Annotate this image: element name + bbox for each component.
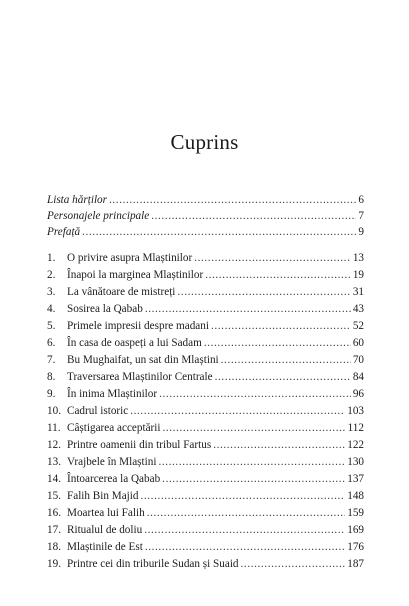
toc-chapter-item[interactable] [47, 250, 364, 266]
toc-entry-label: Printre cei din triburile Sudan și Suaid [67, 558, 239, 570]
toc-page-number: 112 [347, 422, 364, 434]
toc-page-number: 31 [352, 286, 364, 298]
toc-chapter-item[interactable] [47, 301, 364, 317]
leader-dots [109, 192, 356, 208]
toc-page-number: 84 [352, 371, 364, 383]
chapter-number: 10. [47, 405, 61, 417]
toc-entry-label: Lista hărților [47, 194, 107, 206]
chapter-number: 7. [47, 354, 56, 366]
chapter-number: 12. [47, 439, 61, 451]
chapter-number: 3. [47, 286, 56, 298]
toc-entry-label: Bu Mughaifat, un sat din Mlaștini [67, 354, 219, 366]
toc-page-number: 122 [347, 439, 364, 451]
chapter-number: 15. [47, 490, 61, 502]
toc-entry-label: Falih Bin Majid [67, 490, 139, 502]
leader-dots [140, 488, 345, 504]
toc-page-number: 103 [347, 405, 364, 417]
leader-dots [221, 352, 351, 368]
toc-page-number: 6 [358, 194, 364, 206]
chapter-number: 8. [47, 371, 56, 383]
toc-entry-label: Printre oamenii din tribul Fartus [67, 439, 212, 451]
leader-dots [145, 539, 345, 555]
chapter-number: 4. [47, 303, 56, 315]
toc-page-number: 13 [352, 252, 364, 264]
toc-entry-label: Vrajbele în Mlaștini [67, 456, 157, 468]
toc-chapter-item[interactable] [47, 386, 364, 402]
chapter-number: 5. [47, 320, 56, 332]
chapter-number: 19. [47, 558, 61, 570]
toc-chapter-item[interactable] [47, 505, 364, 521]
leader-dots [147, 505, 346, 521]
toc-entry-label: Personajele principale [47, 210, 150, 222]
toc-chapter-item[interactable] [47, 369, 364, 385]
toc-page-number: 60 [352, 337, 364, 349]
toc-entry-label: Sosirea la Qabab [67, 303, 143, 315]
toc-chapter-item[interactable] [47, 437, 364, 453]
toc-entry-label: În inima Mlaștinilor [67, 388, 158, 400]
toc-entry-label: La vânătoare de mistreți [67, 286, 176, 298]
toc-entry-label: Mlaștinile de Est [67, 541, 143, 553]
leader-dots [82, 224, 356, 240]
page-title: Cuprins [170, 130, 239, 154]
toc-entry-label: O privire asupra Mlaștinilor [67, 252, 193, 264]
toc-chapter-item[interactable] [47, 522, 364, 538]
leader-dots [213, 437, 345, 453]
toc-page-number: 130 [347, 456, 364, 468]
toc-page-number: 159 [347, 507, 364, 519]
leader-dots [194, 250, 351, 266]
leader-dots [158, 454, 345, 470]
toc-entry-label: Moartea lui Falih [67, 507, 145, 519]
toc-entry-label: Cadrul istoric [67, 405, 129, 417]
chapter-number: 13. [47, 456, 61, 468]
toc-entry-label: Traversarea Mlaștinilor Centrale [67, 371, 213, 383]
toc-entry-label: Ritualul de doliu [67, 524, 143, 536]
toc-chapter-item[interactable] [47, 454, 364, 470]
toc-page-number: 7 [358, 210, 364, 222]
leader-dots [211, 318, 351, 334]
toc-page-number: 169 [347, 524, 364, 536]
leader-dots [162, 471, 345, 487]
chapter-number: 14. [47, 473, 61, 485]
toc-entry-label: Înapoi la marginea Mlaștinilor [67, 269, 204, 281]
leader-dots [215, 369, 351, 385]
chapter-number: 2. [47, 269, 56, 281]
chapter-number: 1. [47, 252, 56, 264]
toc-chapter-item[interactable] [47, 335, 364, 351]
toc-chapter-item[interactable] [47, 267, 364, 283]
leader-dots [177, 284, 350, 300]
toc-front-item[interactable] [47, 208, 364, 224]
toc-chapter-item[interactable] [47, 471, 364, 487]
toc-page-number: 187 [347, 558, 364, 570]
toc-front-item[interactable] [47, 224, 364, 240]
chapter-number: 11. [47, 422, 61, 434]
leader-dots [204, 335, 351, 351]
toc-chapter-item[interactable] [47, 539, 364, 555]
leader-dots [151, 208, 356, 224]
toc-page-number: 9 [358, 226, 364, 238]
toc-chapter-item[interactable] [47, 284, 364, 300]
chapter-number: 16. [47, 507, 61, 519]
chapter-number: 9. [47, 388, 56, 400]
chapter-number: 18. [47, 541, 61, 553]
toc-entry-label: Primele impresii despre madani [67, 320, 209, 332]
toc-page-number: 52 [352, 320, 364, 332]
leader-dots [145, 301, 351, 317]
toc-chapter-item[interactable] [47, 488, 364, 504]
toc-entry-label: Prefață [47, 226, 81, 238]
toc-page-number: 137 [347, 473, 364, 485]
toc-chapter-item[interactable] [47, 352, 364, 368]
toc-page-number: 43 [352, 303, 364, 315]
toc-chapter-item[interactable] [47, 556, 364, 572]
leader-dots [162, 420, 345, 436]
leader-dots [241, 556, 346, 572]
chapter-number: 6. [47, 337, 56, 349]
toc-entry-label: În casa de oaspeți a lui Sadam [67, 337, 202, 349]
toc-page-number: 19 [352, 269, 364, 281]
leader-dots [205, 267, 351, 283]
leader-dots [144, 522, 345, 538]
leader-dots [159, 386, 351, 402]
chapter-number: 17. [47, 524, 61, 536]
toc-page-number: 70 [352, 354, 364, 366]
toc-page-number: 176 [347, 541, 364, 553]
toc-entry-label: Câștigarea acceptării [67, 422, 161, 434]
toc-chapter-item[interactable] [47, 420, 364, 436]
leader-dots [130, 403, 345, 419]
toc-entry-label: Întoarcerea la Qabab [67, 473, 161, 485]
toc-chapter-item[interactable] [47, 318, 364, 334]
toc-front-item[interactable] [47, 192, 364, 208]
toc-page-number: 96 [352, 388, 364, 400]
toc-chapter-item[interactable] [47, 403, 364, 419]
toc-page-number: 148 [347, 490, 364, 502]
